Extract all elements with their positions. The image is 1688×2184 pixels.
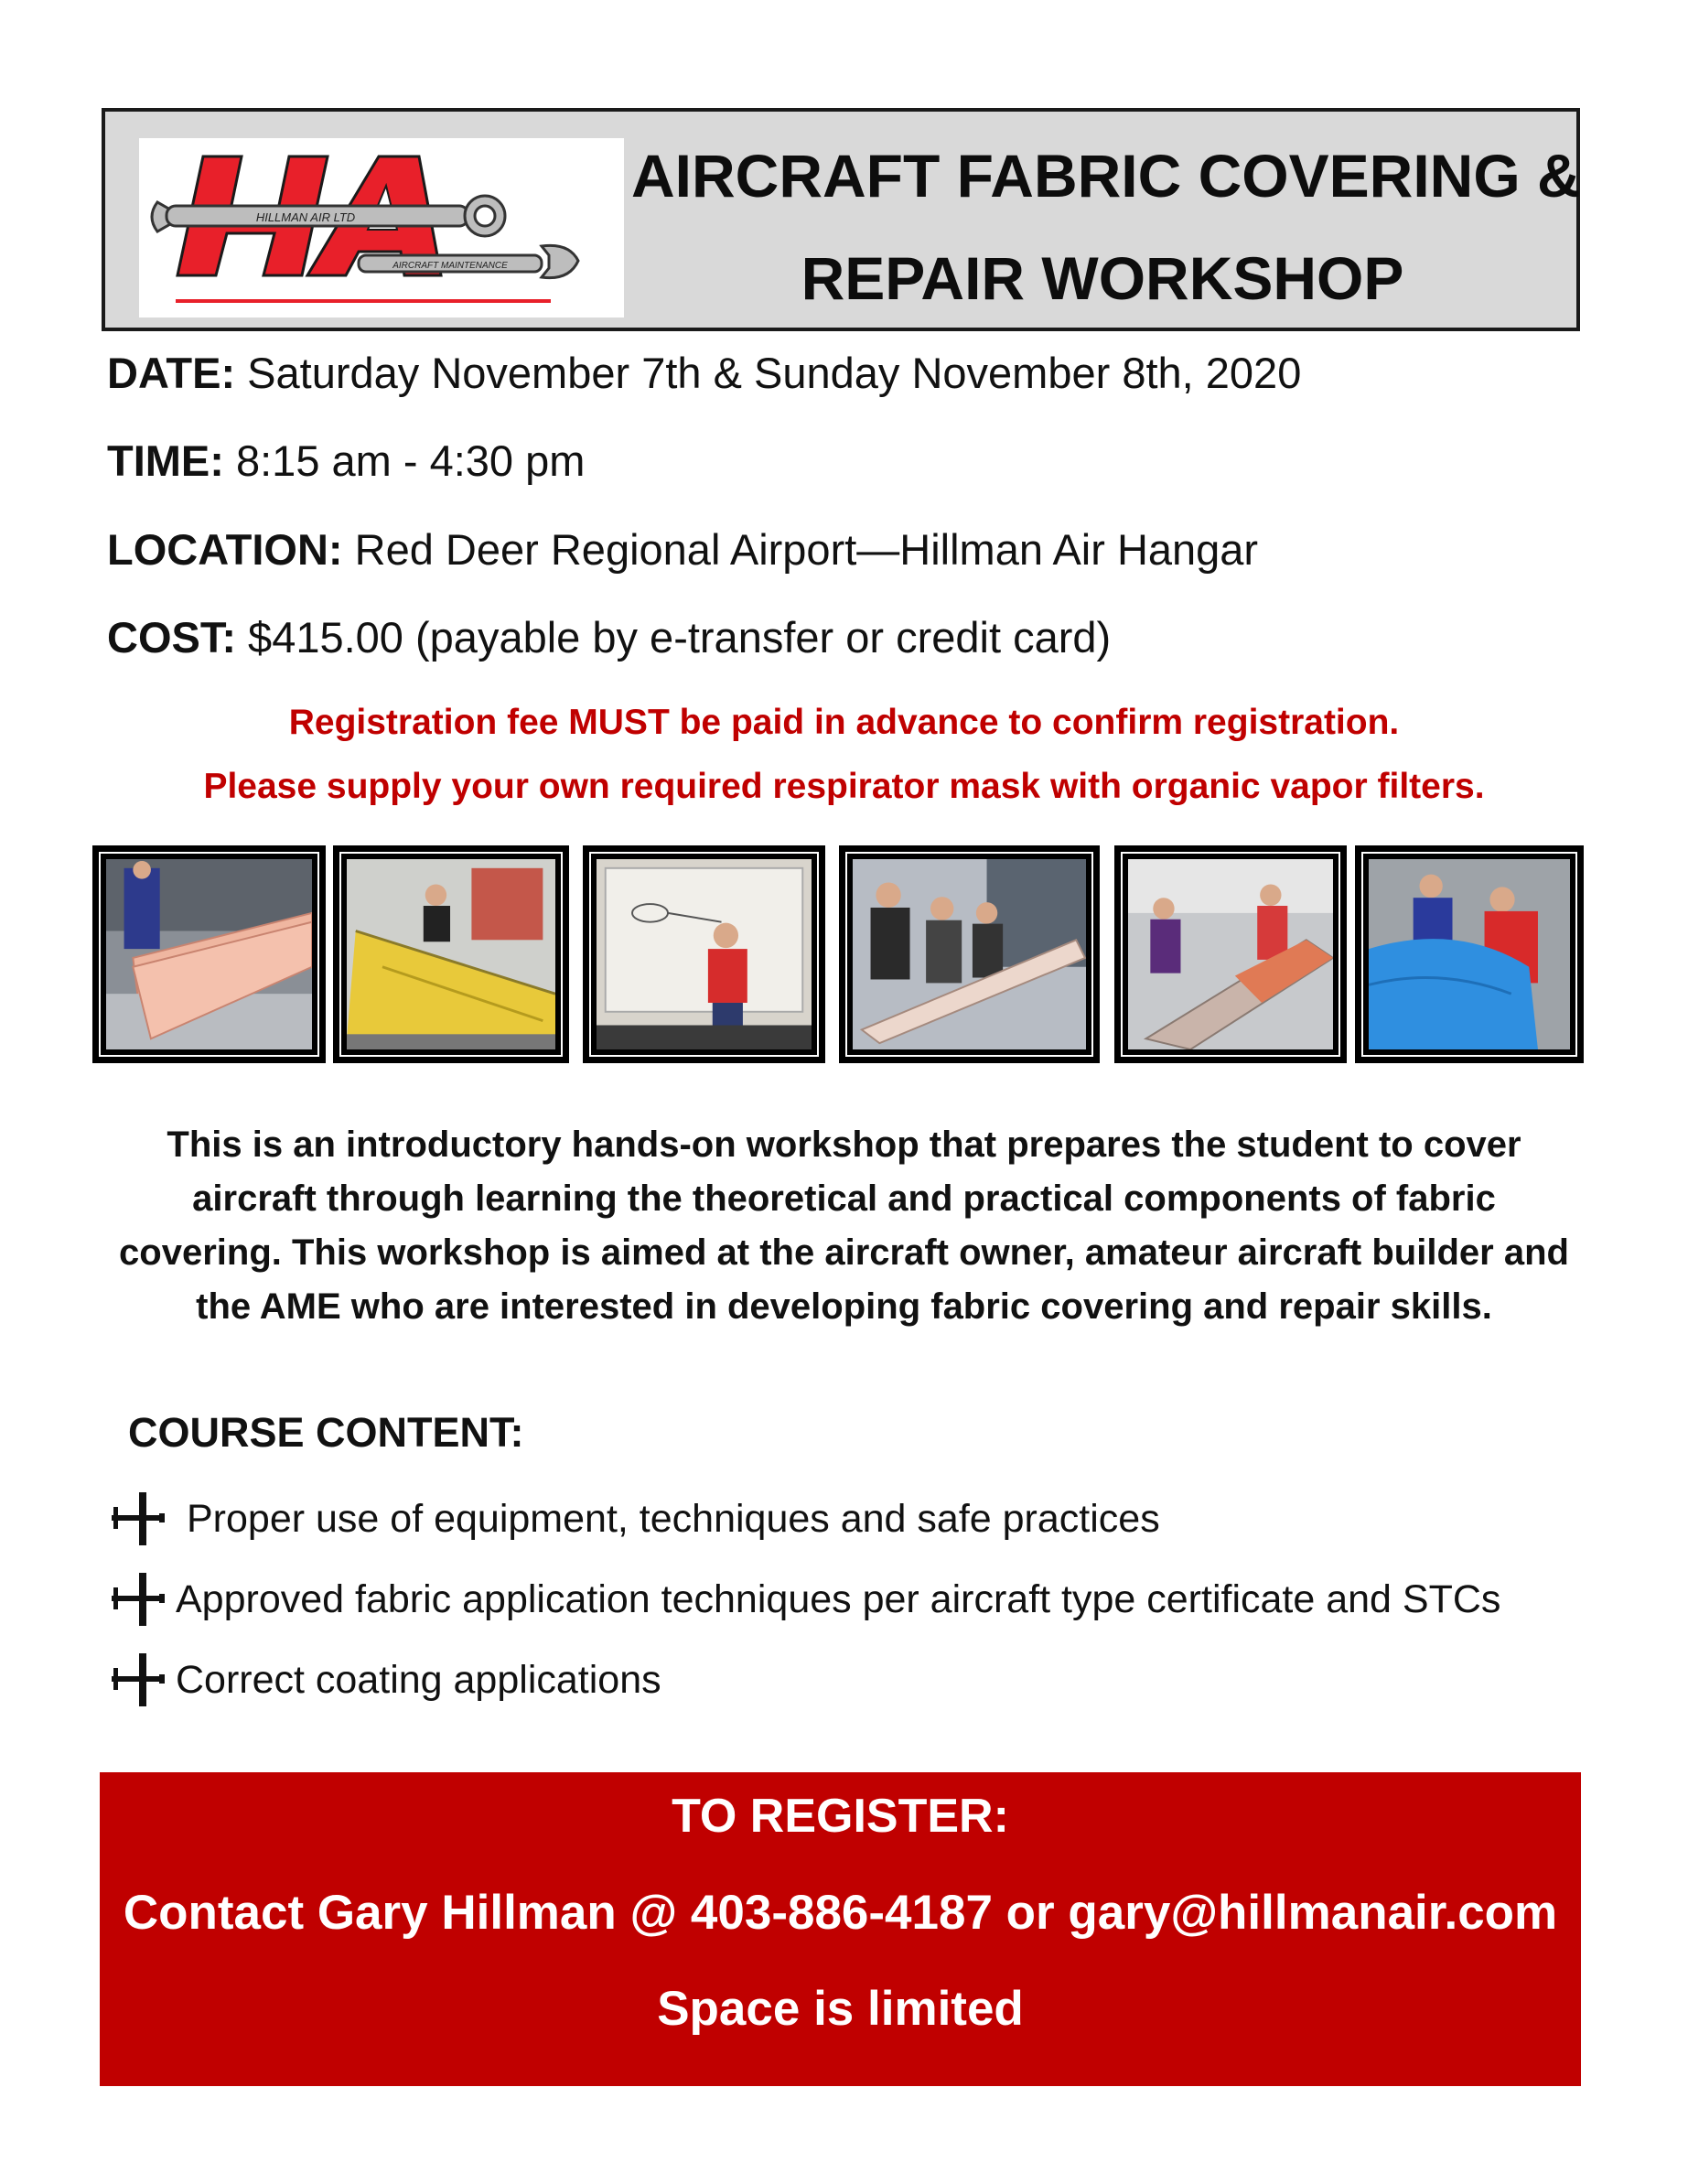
title-line-1: AIRCRAFT FABRIC COVERING & (631, 142, 1581, 210)
course-item (108, 1487, 1160, 1551)
course-item-text: Proper use of equipment, techniques and safe practices (187, 1496, 1160, 1541)
course-item-text: Correct coating applications (176, 1657, 661, 1702)
workshop-description: This is an introductory hands-on workshop that prepares the student to cover aircraft through learning the theoretical and practical components of fabric covering. This workshop is aimed at the aircraft owner, amateur aircraft builder and the AME who are interested in developing fabric covering and repair skills. (119, 1124, 1569, 1327)
time-line (107, 436, 585, 486)
course-item-text: Approved fabric application techniques per aircraft type certificate and STCs (176, 1576, 1501, 1621)
register-contact: Contact Gary Hillman @ 403-886-4187 or gary@hillmanair.com (123, 1886, 1558, 1940)
page-title (631, 124, 1581, 329)
hillman-air-logo (139, 138, 624, 317)
date-value: Saturday November 7th & Sunday November 8th, 2020 (235, 349, 1302, 397)
title-line-2: REPAIR WORKSHOP (801, 244, 1404, 312)
logo-top-text: HILLMAN AIR LTD (255, 210, 356, 224)
cost-label: COST: (107, 613, 236, 662)
space-limited-note: Space is limited (657, 1982, 1024, 2036)
date-line (107, 348, 1301, 398)
location-line (107, 524, 1258, 575)
workshop-photo-4 (839, 845, 1100, 1063)
location-value: Red Deer Regional Airport—Hillman Air Hangar (342, 525, 1259, 574)
logo-bottom-text: AIRCRAFT MAINTENANCE (392, 261, 508, 271)
workshop-photo-6 (1355, 845, 1584, 1063)
cost-line (107, 612, 1111, 662)
register-heading: TO REGISTER: (672, 1790, 1009, 1843)
workshop-photo-2 (333, 845, 569, 1063)
workshop-photo-5 (1114, 845, 1347, 1063)
date-label: DATE: (107, 349, 236, 397)
time-label: TIME: (107, 436, 224, 485)
airplane-icon (108, 1489, 167, 1549)
respirator-notice: Please supply your own required respirator mask with organic vapor filters. (203, 767, 1485, 806)
airplane-icon (108, 1569, 167, 1630)
time-value: 8:15 am - 4:30 pm (223, 436, 586, 485)
workshop-photo-3 (583, 845, 825, 1063)
course-item (108, 1648, 661, 1712)
registration-notice: Registration fee MUST be paid in advance to confirm registration. (288, 703, 1400, 742)
cost-value: $415.00 (payable by e-transfer or credit card) (236, 613, 1112, 662)
course-content-heading: COURSE CONTENT: (128, 1409, 524, 1456)
airplane-icon (108, 1650, 167, 1710)
workshop-photo-1 (92, 845, 326, 1063)
logo-graphic (139, 138, 624, 317)
course-item (108, 1567, 1500, 1631)
location-label: LOCATION: (107, 525, 343, 574)
